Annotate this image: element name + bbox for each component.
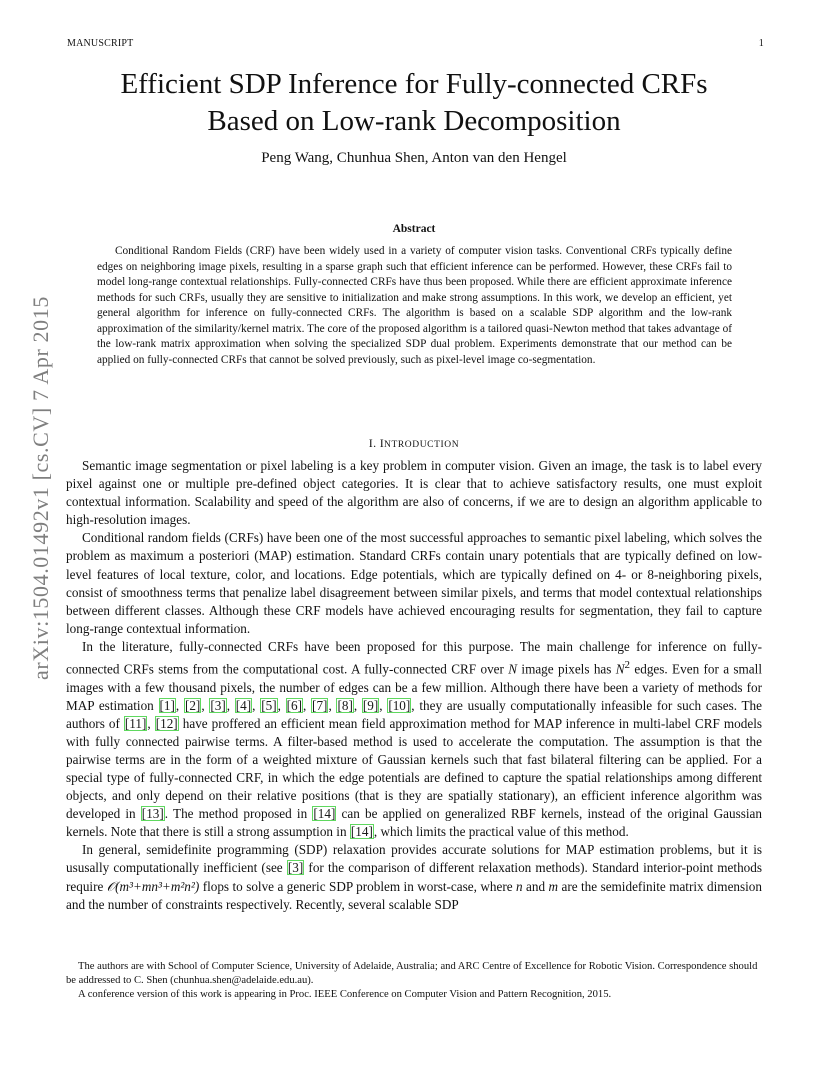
abstract-heading: Abstract (392, 223, 436, 235)
section-title-first: I (379, 436, 384, 450)
citation-link[interactable]: [14] (313, 806, 336, 822)
citation-link[interactable]: [9] (362, 697, 379, 713)
section-title-rest: NTRODUCTION (384, 440, 460, 450)
text-run: have proffered an efficient mean field approximation method for MAP inference in multi-label CRF models with fully connected pairwise terms. A filter-based method is used to accelerate the computation. The assumption is that the pairwise terms are in the form of a weighted mixture of Gaussian kernels such that fast bilateral filtering can be applied. For a special type of fully-connected CRF, in which the edge potentials are defined to capture the spatial relationships among different objects, and only depend on their relative positions (that is they are spatially stationary), an efficient inference algorithm was developed in (66, 715, 762, 822)
math-complexity: 𝒪(m³+mn³+m²n²) (106, 878, 200, 894)
body-text (66, 457, 762, 914)
paragraph-1: Semantic image segmentation or pixel labeling is a key problem in computer vision. Given an image, the task is to label every pixel against one or multiple pre-defined object categories. It is clear that to achieve satisfactory results, one must exploit contextual information. Scalability and speed of the algorithm are also of concerns, if we are to design an algorithm applicable to high-resolution images. (66, 458, 762, 528)
citation-link[interactable]: [12] (155, 715, 178, 731)
citation-link[interactable]: [13] (141, 806, 164, 822)
math-var: N (508, 661, 518, 677)
text-run: flops to solve a generic SDP problem in worst-case, where (199, 878, 516, 894)
text-run: , which limits the practical value of this method. (373, 824, 629, 840)
math-var: N (615, 661, 625, 677)
abstract-text: Conditional Random Fields (CRF) have been widely used in a variety of computer vision tasks. Conventional CRFs typically define edges on neighboring image pixels, resulting in a sparse graph such that efficient inference can be performed. However, these CRFs fail to model long-range contextual relationships. Fully-connected CRFs have thus been proposed. While there are efficient approximate inference methods for such CRFs, usually they are sensitive to initialization and make strong assumptions. In this work, we develop an efficient, yet general algorithm for inference on fully-connected CRFs. The algorithm is based on a scalable SDP algorithm and the low-rank approximation of the similarity/kernel matrix. The core of the proposed algorithm is a tailored quasi-Newton method that takes advantage of the low-rank matrix approximation when solving the specialized SDP dual problem. Experiments demonstrate that our method can be applied on fully-connected CRFs that cannot be solved previously, such as pixel-level image co-segmentation. (97, 245, 732, 366)
citation-link[interactable]: [11] (124, 715, 147, 731)
paragraph-2: Conditional random fields (CRFs) have been one of the most successful approaches to semantic pixel labeling, which solves the problem as maximum a posteriori (MAP) estimation. Standard CRFs contain unary potentials that are typically defined on low-level features of local texture, color, and locations. Edge potentials, which are typically defined on 4- or 8-neighboring pixels, consist of smoothness terms that penalize label disagreement between similar pixels, and terms that model contextual relationships between different classes. Although these CRF models have achieved encouraging results for segmentation, they fail to capture long-range contextual information. (66, 530, 762, 636)
citation-link[interactable]: [3] (210, 697, 226, 713)
paper-title (66, 66, 762, 140)
text-run: edges. Even for a small images with a few thousand pixels, the number of edges can be a few million. Although there have been a variety of methods for MAP estimation (66, 661, 762, 713)
footnote-conference: A conference version of this work is appearing in Proc. IEEE Conference on Computer Vision and Pattern Recognition, 2015. (78, 989, 612, 1000)
arxiv-stamp: arXiv:1504.01492v1 [cs.CV] 7 Apr 2015 (28, 296, 53, 680)
citation-link[interactable]: [14] (350, 824, 373, 840)
citation-link[interactable]: [10] (388, 697, 411, 713)
citation-link[interactable]: [4] (235, 697, 252, 713)
math-superscript: 2 (624, 659, 631, 672)
footnotes (66, 960, 762, 1002)
section-numeral: I. (368, 436, 377, 450)
citation-link[interactable]: [8] (337, 697, 353, 713)
text-run: . The method proposed in (164, 806, 313, 822)
text-run: and (522, 878, 549, 894)
citation-link[interactable]: [3] (287, 860, 304, 876)
section-heading (66, 436, 762, 451)
text-run: In the literature, fully-connected CRFs have been proposed for this purpose. The main challenge for inference on fully-connected CRFs stems from the computational cost. A fully-connected CRF over (66, 638, 762, 677)
running-header: MANUSCRIPT (67, 38, 134, 49)
math-var: m (548, 878, 559, 894)
text-run: image pixels has (517, 661, 616, 677)
authors: Peng Wang, Chunhua Shen, Anton van den Hengel (261, 150, 567, 166)
citation-link[interactable]: [2] (184, 697, 201, 713)
title-line-1: Efficient SDP Inference for Fully-connected CRFs (120, 68, 708, 100)
paragraph-4 (66, 841, 762, 913)
paragraph-3: In the literature, fully-connected CRFs have been proposed for this purpose. The main challenge for inference on fully-connected CRFs stems from the computational cost. A fully-connected CRF over N image pixels has $N^2$ edges. Even for a small images with a few thousand pixels, the number of edges can be a few million. Although there have been a variety of methods for MAP estimation [1], [2], [3], [4], [5], [6], [7], [8], [9], [10], they are usually computationally infeasible for such cases. The authors of [11], [12] have proffered an efficient mean field approximation method for MAP inference in multi-label CRF models with fully connected pairwise terms. A filter-based method is used to accelerate the computation. The assumption is that the pairwise terms are in the form of a weighted mixture of Gaussian kernels such that fast bilateral filtering can be applied. For a special type of fully-connected CRF, in which the edge potentials are defined to capture the spatial relationships among different objects, and only depend on their relative positions (that is they are spatially stationary), an efficient inference algorithm was developed in [13]. The method proposed in [14] can be applied on generalized RBF kernels, instead of the original Gaussian kernels. Note that there is still a strong assumption in [14], which limits the practical value of this method. (66, 638, 763, 840)
citation-link[interactable]: [5] (261, 697, 277, 713)
title-line-2: Based on Low-rank Decomposition (207, 105, 621, 137)
citation-link[interactable]: [7] (312, 697, 328, 713)
text-run: for the comparison of different relaxation methods). Standard interior-point methods require (66, 860, 762, 894)
text-run: , they are usually computationally infeasible for such cases. The authors of (66, 697, 762, 731)
math-var: n (516, 878, 523, 894)
citation-link[interactable]: [1] (159, 697, 175, 713)
text-run: are the semidefinite matrix dimension and the number of constraints respectively. Recently, several scalable SDP (66, 878, 762, 912)
page-number: 1 (758, 38, 764, 49)
footnote-affiliation: The authors are with School of Computer Science, University of Adelaide, Australia; and ARC Centre of Excellence for Robotic Vision. Correspondence should be addressed to C. Shen (chunhua.shen@adelaide.edu.au). (66, 961, 758, 986)
text-run: can be applied on generalized RBF kernels, instead of the original Gaussian kernels. Note that there is still a strong assumption in (66, 806, 763, 840)
citation-list: [1], [2], [3], [4], [5], [6], [7], [8], [9], [10] (159, 697, 411, 713)
text-run: In general, semidefinite programming (SDP) relaxation provides accurate solutions for MAP estimation problems, but it is ususally computationally inefficient (see (66, 842, 762, 876)
citation-link[interactable]: [6] (286, 697, 303, 713)
